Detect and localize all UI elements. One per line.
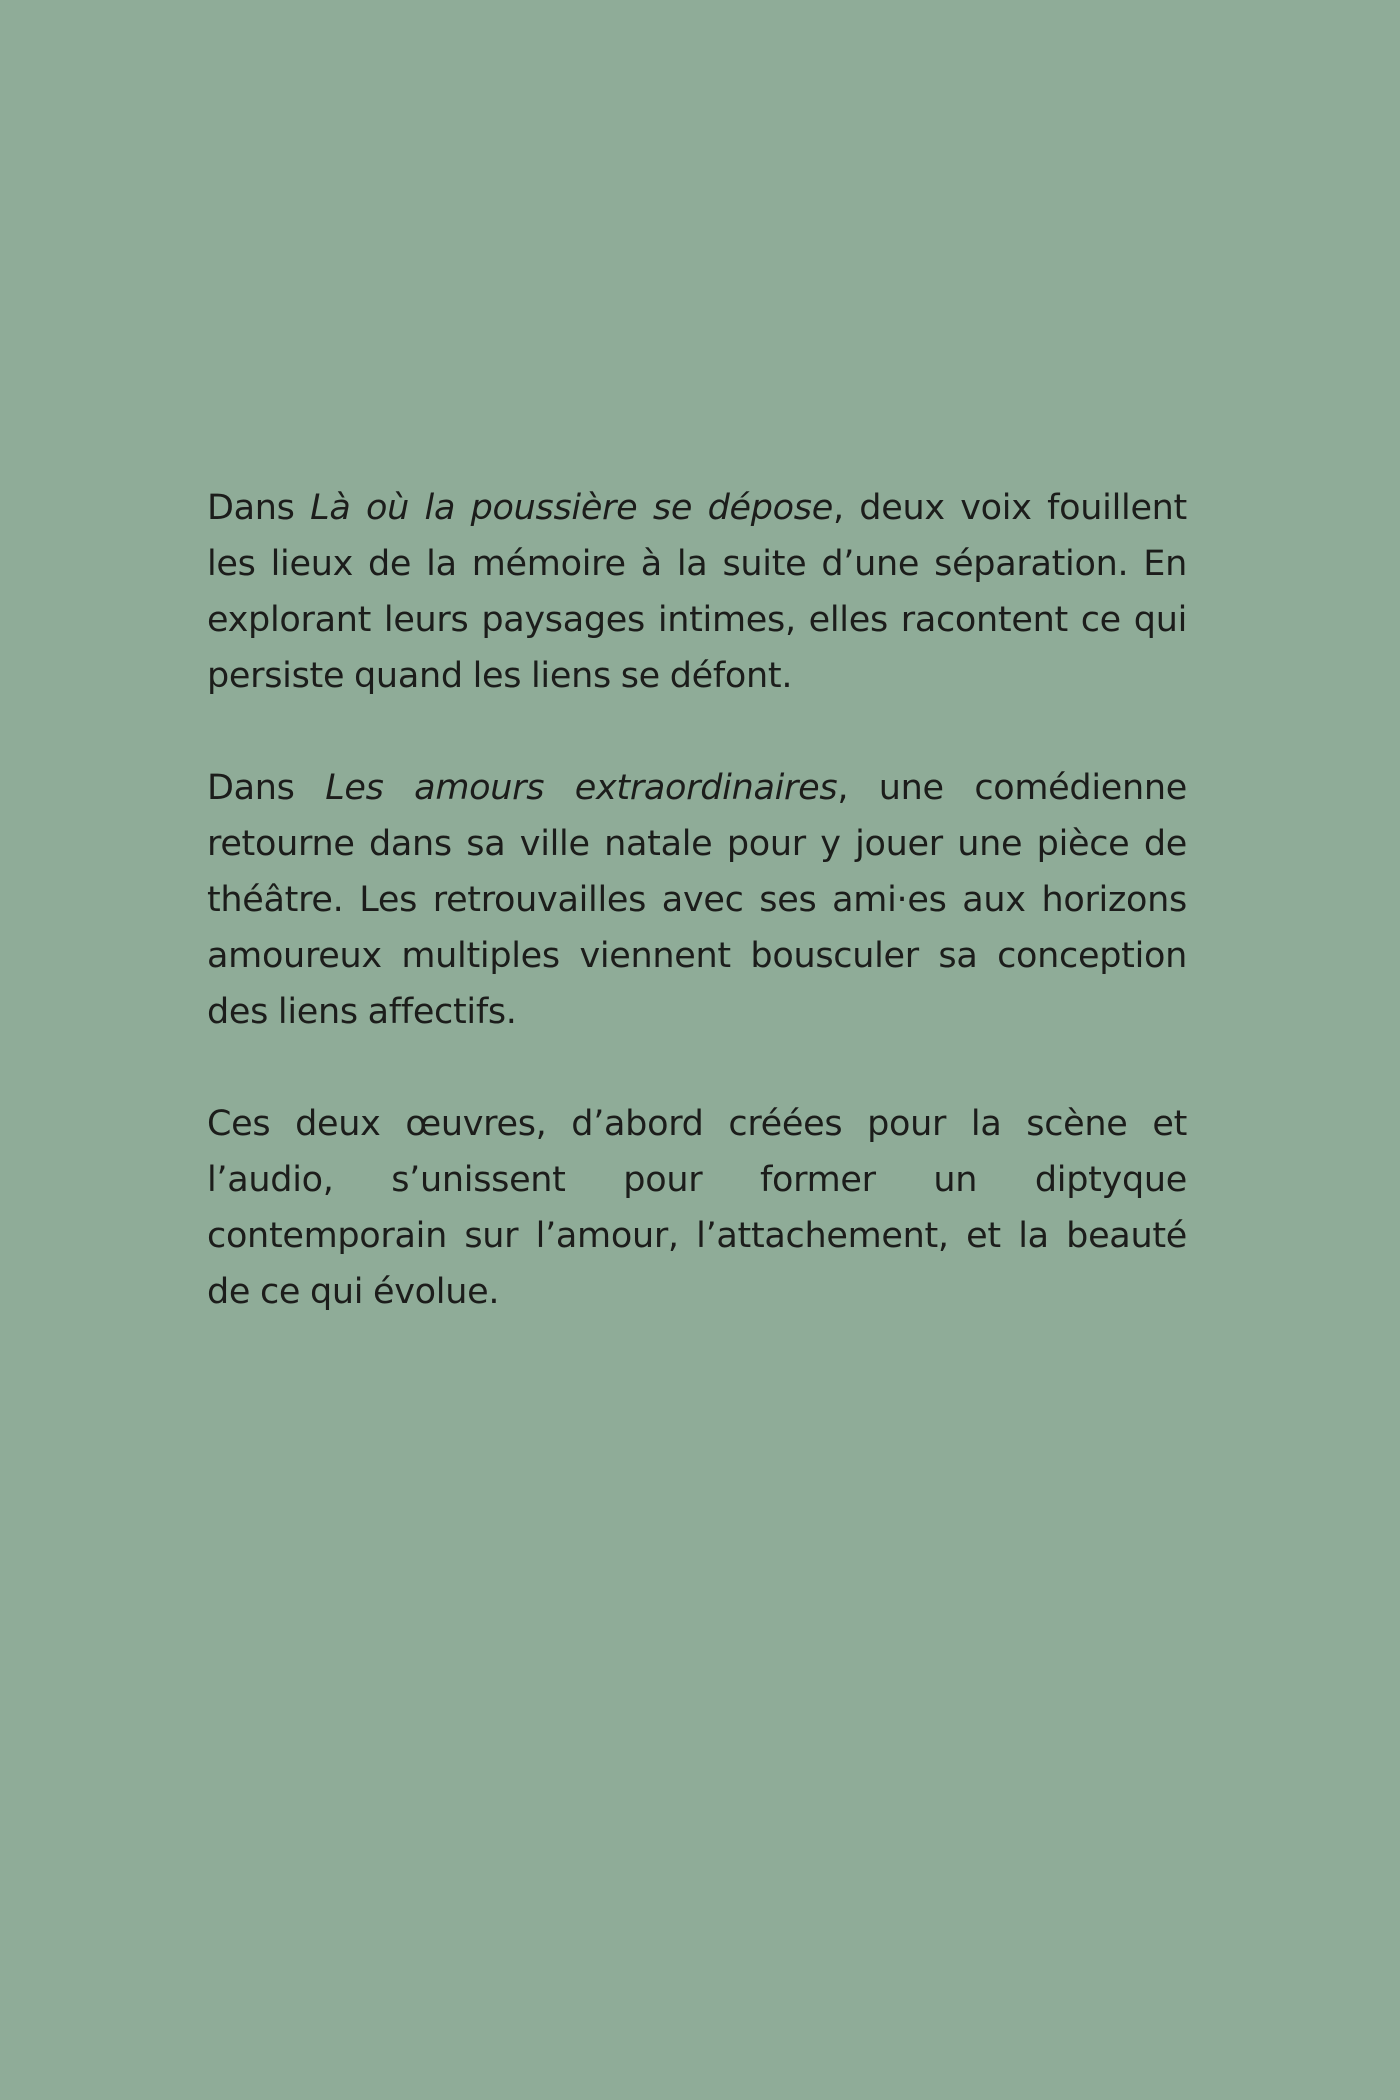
paragraph-second-work [207,760,1187,1040]
paragraph-1-intro: Dans [207,488,311,528]
paragraph-conclusion: Ces deux œuvres, d’abord créées pour la scène et l’audio, s’unissent pour former un diptyque contemporain sur l’amour, l’attachement, et la beauté de ce qui évolue. [207,1104,1187,1312]
paragraph-1-body: , deux voix fouillent les lieux de la mémoire à la suite d’une séparation. En explorant leurs paysages intimes, elles racontent ce qui persiste quand les liens se défont. [207,488,1187,696]
blurb-text-block [207,480,1187,1376]
paragraph-2-intro: Dans [207,768,326,808]
paragraph-first-work [207,480,1187,704]
paragraph-2-body: , une comédienne retourne dans sa ville natale pour y jouer une pièce de théâtre. Les retrouvailles avec ses ami·es aux horizons amoureux multiples viennent bousculer sa conception des liens affectifs. [207,768,1187,1032]
title-first-work: Là où la poussière se dépose [310,488,833,528]
title-second-work: Les amours extraordinaires [325,768,838,808]
